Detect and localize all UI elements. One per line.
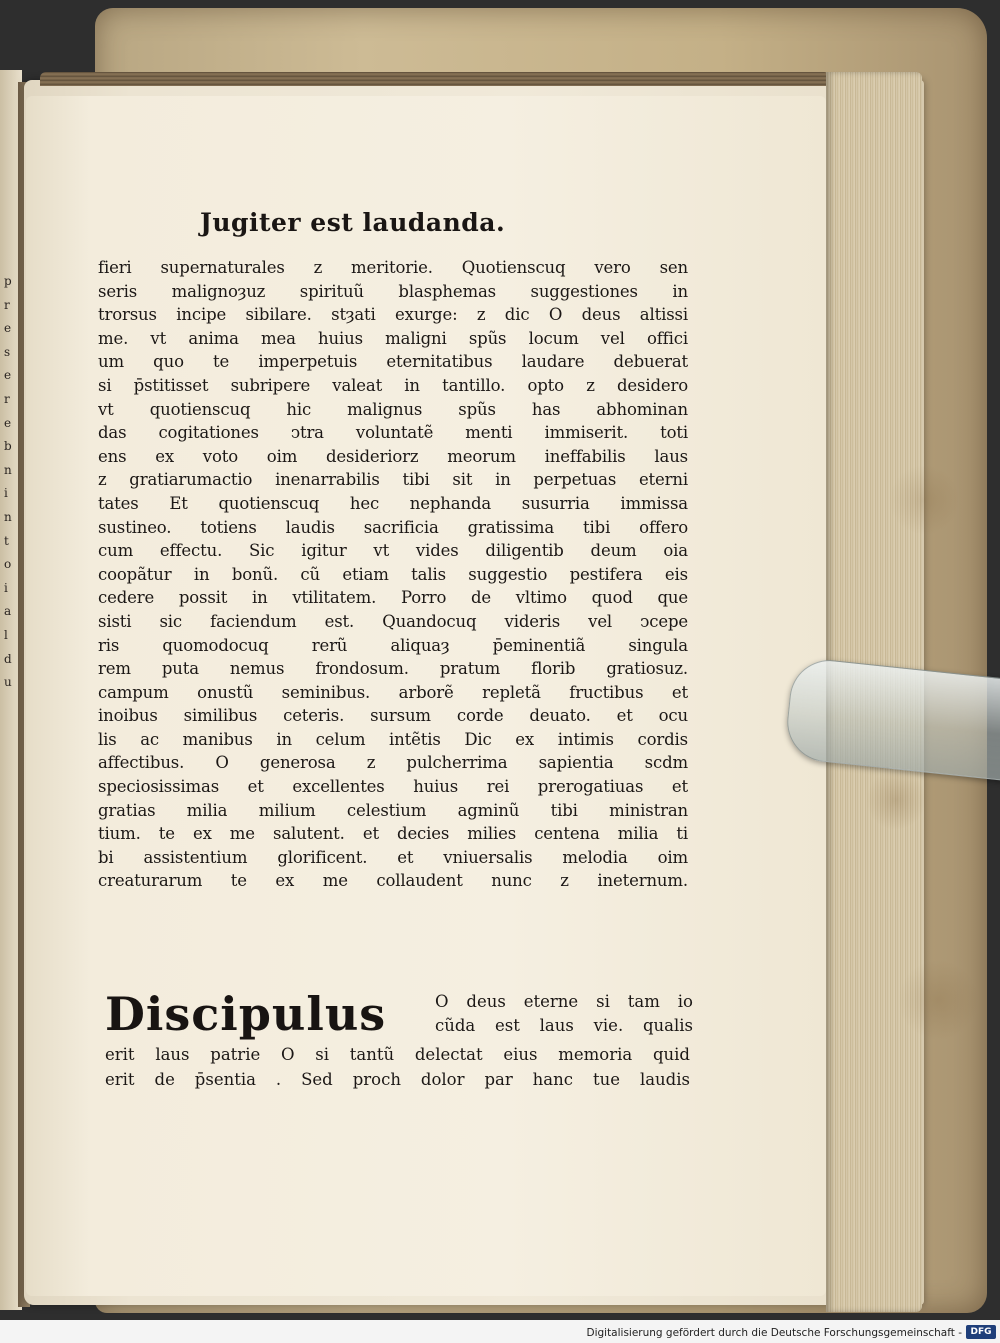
text-line: trorsus incipe sibilare. stȝati exurge: z dic O deus altissi [98, 305, 688, 325]
text-line: tium. te ex me salutent. et decies milies centena milia ti [98, 824, 688, 844]
text-line: seris malignoȝuz spirituũ blasphemas suggestiones in [98, 281, 688, 301]
running-head: Jugiter est laudanda. [200, 208, 506, 237]
text-line: cũda est laus vie. qualis [435, 1015, 693, 1035]
left-page-letter: p [4, 274, 12, 288]
left-page-letter: r [4, 391, 10, 406]
text-line: si p̄stitisset subripere valeat in tantillo. opto z desidero [98, 375, 688, 395]
closing-text [105, 1042, 690, 1092]
text-line: cum effectu. Sic igitur vt vides diligentib deum oia [98, 541, 688, 561]
footer-credit: Digitalisierung gefördert durch die Deutsche Forschungsgemeinschaft - [586, 1327, 962, 1339]
left-page-letter: e [4, 415, 12, 430]
left-page-letter: n [4, 509, 12, 524]
left-page-letter: i [4, 486, 8, 501]
text-line: ens ex voto oim desideriorz meorum ineffabilis laus [98, 446, 688, 466]
left-page-letter: t [4, 533, 9, 548]
left-page-letter: b [4, 439, 12, 454]
left-page-fragments [4, 270, 18, 695]
text-line: um quo te imperpetuis eternitatibus laudare debuerat [98, 352, 688, 372]
text-line: das cogitationes ↄtra voluntatẽ menti immiserit. toti [98, 423, 688, 443]
text-line: affectibus. O generosa z pulcherrima sapientia scdm [98, 753, 688, 773]
text-line: inoibus similibus ceteris. sursum corde deuato. et ocu [98, 706, 688, 726]
left-page-letter: i [4, 580, 8, 595]
text-line: vt quotienscuq hic malignus spũs has abhominan [98, 399, 688, 419]
text-line: erit laus patrie O si tantũ delectat eius memoria quid [105, 1045, 690, 1064]
discipulus-lines [435, 990, 693, 1037]
left-page-letter: e [4, 321, 12, 336]
dfg-logo: DFG [966, 1325, 996, 1339]
text-line: ris quomodocuq rerũ aliquaȝ p̄eminentiã singula [98, 635, 688, 655]
text-line: sisti sic faciendum est. Quandocuq videris vel ↄcepe [98, 611, 688, 631]
body-text [98, 256, 688, 893]
text-line: cedere possit in vtilitatem. Porro de vltimo quod que [98, 588, 688, 608]
left-page-letter: l [4, 627, 8, 642]
left-page-letter: o [4, 557, 12, 572]
left-page-letter: e [4, 368, 12, 383]
left-page-letter: r [4, 297, 10, 312]
text-line: creaturarum te ex me collaudent nunc z ineternum. [98, 871, 688, 891]
top-page-edges [40, 72, 830, 86]
text-line: O deus eterne si tam io [435, 992, 693, 1011]
text-line: bi assistentium glorificent. et vniuersalis melodia oim [98, 847, 688, 867]
text-line: tates Et quotienscuq hec nephanda susurria immissa [98, 493, 688, 513]
text-line: gratias milia milium celestium agminũ tibi ministran [98, 800, 688, 820]
text-line: z gratiarumactio inenarrabilis tibi sit in perpetuas eterni [98, 470, 688, 490]
text-line: speciosissimas et excellentes huius rei prerogatiuas et [98, 777, 688, 797]
left-page-letter: u [4, 675, 12, 690]
text-line: sustineo. totiens laudis sacrificia gratissima tibi offero [98, 517, 688, 537]
text-line: coopãtur in bonũ. cũ etiam talis suggestio pestifera eis [98, 564, 688, 584]
text-line: erit de p̄sentia . Sed proch dolor par hanc tue laudis [105, 1070, 690, 1089]
text-line: rem puta nemus frondosum. pratum florib gratiosuz. [98, 659, 688, 679]
text-line: campum onustũ seminibus. arborẽ repletã fructibus et [98, 682, 688, 702]
text-line: lis ac manibus in celum intẽtis Dic ex intimis cordis [98, 729, 688, 749]
discipulus-heading: Discipulus [105, 987, 387, 1041]
discipulus-section [105, 987, 695, 1041]
left-page-letter: a [4, 604, 12, 619]
text-line: fieri supernaturales z meritorie. Quotienscuq vero sen [98, 258, 688, 277]
left-page-letter: s [4, 344, 11, 359]
text-line: me. vt anima mea huius maligni spũs locum vel offici [98, 328, 688, 348]
left-page-letter: d [4, 651, 12, 666]
left-page-letter: n [4, 462, 12, 477]
